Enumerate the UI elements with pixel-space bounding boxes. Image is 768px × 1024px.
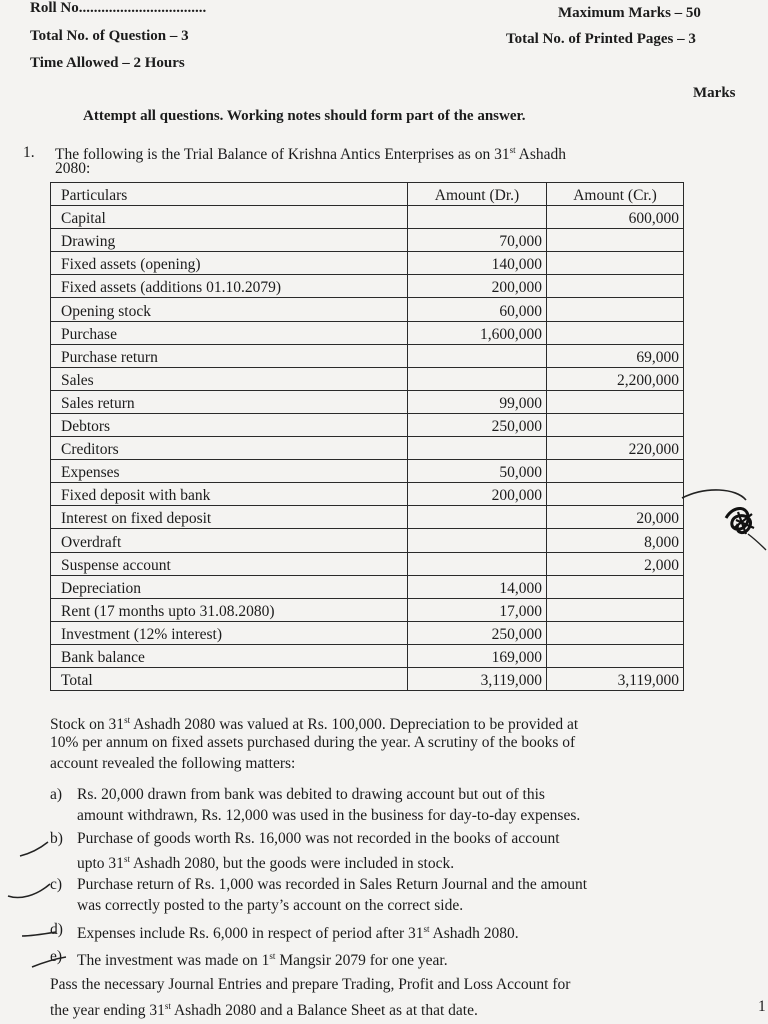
- cell-amount-cr: [547, 460, 684, 483]
- table-row: [51, 529, 684, 552]
- cell-particulars: Purchase return: [51, 344, 408, 367]
- list-item-e: [50, 946, 710, 968]
- table-row: [51, 367, 684, 390]
- list-item-a: [50, 784, 710, 828]
- cell-amount-cr: 600,000: [547, 206, 684, 229]
- cell-amount-cr: [547, 483, 684, 506]
- item-label: b): [50, 830, 63, 847]
- cell-amount-dr: 99,000: [408, 390, 547, 413]
- stock-note-line2: 10% per annum on fixed assets purchased during the year. A scrutiny of the books of: [50, 734, 576, 751]
- cell-amount-dr: 17,000: [408, 598, 547, 621]
- cell-amount-cr: 220,000: [547, 437, 684, 460]
- cell-amount-dr: 169,000: [408, 644, 547, 667]
- cell-amount-dr: 14,000: [408, 575, 547, 598]
- pen-tick-mark-b: [18, 838, 50, 860]
- cell-amount-cr: [547, 598, 684, 621]
- cell-amount-cr: [547, 321, 684, 344]
- table-row: [51, 460, 684, 483]
- cell-amount-dr: 250,000: [408, 621, 547, 644]
- table-row: [51, 437, 684, 460]
- cell-amount-cr: 69,000: [547, 344, 684, 367]
- cell-particulars: Fixed assets (opening): [51, 252, 408, 275]
- closing-line2: the year ending 31st Ashadh 2080 and a Balance Sheet as at that date.: [50, 1001, 478, 1020]
- cell-particulars: Bank balance: [51, 644, 408, 667]
- cell-amount-cr: [547, 275, 684, 298]
- table-row: [51, 644, 684, 667]
- cell-amount-cr: [547, 390, 684, 413]
- item-label: d): [50, 921, 63, 938]
- cell-particulars: Creditors: [51, 437, 408, 460]
- cell-amount-dr: [408, 344, 547, 367]
- cell-amount-dr: 140,000: [408, 252, 547, 275]
- roll-number: Roll No..................................: [30, 0, 207, 16]
- cell-amount-cr: 2,200,000: [547, 367, 684, 390]
- cell-amount-cr: 2,000: [547, 552, 684, 575]
- cell-particulars: Depreciation: [51, 575, 408, 598]
- pen-tick-mark-e: [30, 953, 68, 971]
- cell-particulars: Overdraft: [51, 529, 408, 552]
- item-label: c): [50, 876, 63, 893]
- cell-particulars: Sales return: [51, 390, 408, 413]
- stock-note-line1: Stock on 31st Ashadh 2080 was valued at Rs. 100,000. Depreciation to be provided at: [50, 715, 579, 734]
- item-text: Rs. 20,000 drawn from bank was debited to drawing account but out of this amount withdrawn, Rs. 12,000 was used in the business for day-to-day expenses.: [77, 786, 581, 824]
- table-row: [51, 298, 684, 321]
- cell-amount-dr: 3,119,000: [408, 667, 547, 690]
- item-label: a): [50, 786, 63, 803]
- table-row: [51, 275, 684, 298]
- cell-amount-cr: [547, 621, 684, 644]
- cell-particulars: Expenses: [51, 460, 408, 483]
- table-row: [51, 229, 684, 252]
- trial-balance-table: [50, 182, 684, 691]
- cell-amount-dr: [408, 529, 547, 552]
- item-label: e): [50, 948, 63, 965]
- cell-amount-dr: [408, 552, 547, 575]
- table-row: [51, 344, 684, 367]
- cell-particulars: Purchase: [51, 321, 408, 344]
- list-item-b: [50, 828, 710, 872]
- marks-column-heading: Marks: [693, 85, 736, 101]
- cell-particulars: Rent (17 months upto 31.08.2080): [51, 598, 408, 621]
- list-item-c: [50, 874, 710, 918]
- item-text: Expenses include Rs. 6,000 in respect of period after 31st Ashadh 2080.: [77, 924, 519, 943]
- pen-scribble-mark: [676, 484, 768, 554]
- cell-particulars: Capital: [51, 206, 408, 229]
- cell-particulars: Investment (12% interest): [51, 621, 408, 644]
- cell-amount-dr: [408, 367, 547, 390]
- maximum-marks: Maximum Marks – 50: [558, 5, 701, 21]
- question-intro-line2: 2080:: [55, 160, 91, 177]
- cell-amount-dr: 1,600,000: [408, 321, 547, 344]
- cell-particulars: Total: [51, 667, 408, 690]
- table-row: [51, 575, 684, 598]
- cell-particulars: Suspense account: [51, 552, 408, 575]
- table-row: [51, 598, 684, 621]
- cell-particulars: Opening stock: [51, 298, 408, 321]
- cell-amount-dr: [408, 506, 547, 529]
- instruction: Attempt all questions. Working notes should form part of the answer.: [83, 108, 526, 124]
- item-text: The investment was made on 1st Mangsir 2079 for one year.: [77, 951, 448, 970]
- cell-amount-cr: 8,000: [547, 529, 684, 552]
- stock-note-line3: account revealed the following matters:: [50, 755, 296, 772]
- question-number: 1.: [23, 144, 35, 161]
- table-row: [51, 667, 684, 690]
- table-row: [51, 552, 684, 575]
- cell-amount-cr: 20,000: [547, 506, 684, 529]
- item-text: Purchase of goods worth Rs. 16,000 was not recorded in the books of account upto 31st Ashadh 2080, but the goods were included in stock.: [77, 830, 560, 873]
- cell-amount-cr: [547, 644, 684, 667]
- cell-amount-dr: [408, 206, 547, 229]
- cell-particulars: Debtors: [51, 413, 408, 436]
- pen-tick-mark-c: [6, 880, 52, 902]
- cell-amount-dr: [408, 437, 547, 460]
- cell-particulars: Fixed assets (additions 01.10.2079): [51, 275, 408, 298]
- header-amount-dr: Amount (Dr.): [408, 183, 547, 206]
- cell-amount-cr: [547, 229, 684, 252]
- cell-amount-cr: [547, 413, 684, 436]
- total-printed-pages: Total No. of Printed Pages – 3: [506, 31, 696, 47]
- cell-particulars: Drawing: [51, 229, 408, 252]
- cell-particulars: Sales: [51, 367, 408, 390]
- time-allowed: Time Allowed – 2 Hours: [30, 55, 185, 71]
- cell-amount-cr: 3,119,000: [547, 667, 684, 690]
- pen-tick-mark-d: [20, 924, 58, 942]
- table-row: [51, 506, 684, 529]
- table-row: [51, 413, 684, 436]
- question-intro-line1: The following is the Trial Balance of Krishna Antics Enterprises as on 31st Ashadh: [55, 145, 566, 164]
- header-particulars: Particulars: [51, 183, 408, 206]
- cell-amount-dr: 250,000: [408, 413, 547, 436]
- table-row: [51, 483, 684, 506]
- closing-line1: Pass the necessary Journal Entries and prepare Trading, Profit and Loss Account for: [50, 976, 571, 993]
- item-text: Purchase return of Rs. 1,000 was recorded in Sales Return Journal and the amount was correctly posted to the party’s account on the correct side.: [77, 876, 588, 914]
- table-row: [51, 321, 684, 344]
- cell-amount-cr: [547, 298, 684, 321]
- cell-amount-dr: 200,000: [408, 483, 547, 506]
- list-item-d: [50, 919, 710, 941]
- cell-amount-dr: 70,000: [408, 229, 547, 252]
- header-amount-cr: Amount (Cr.): [547, 183, 684, 206]
- table-row: [51, 252, 684, 275]
- marks-value: 1: [758, 998, 766, 1015]
- table-row: [51, 390, 684, 413]
- table-row: [51, 621, 684, 644]
- cell-amount-cr: [547, 575, 684, 598]
- cell-amount-dr: 60,000: [408, 298, 547, 321]
- table-row: [51, 206, 684, 229]
- total-questions: Total No. of Question – 3: [30, 28, 189, 44]
- cell-amount-dr: 50,000: [408, 460, 547, 483]
- cell-amount-dr: 200,000: [408, 275, 547, 298]
- table-header-row: [51, 183, 684, 206]
- cell-particulars: Interest on fixed deposit: [51, 506, 408, 529]
- cell-particulars: Fixed deposit with bank: [51, 483, 408, 506]
- cell-amount-cr: [547, 252, 684, 275]
